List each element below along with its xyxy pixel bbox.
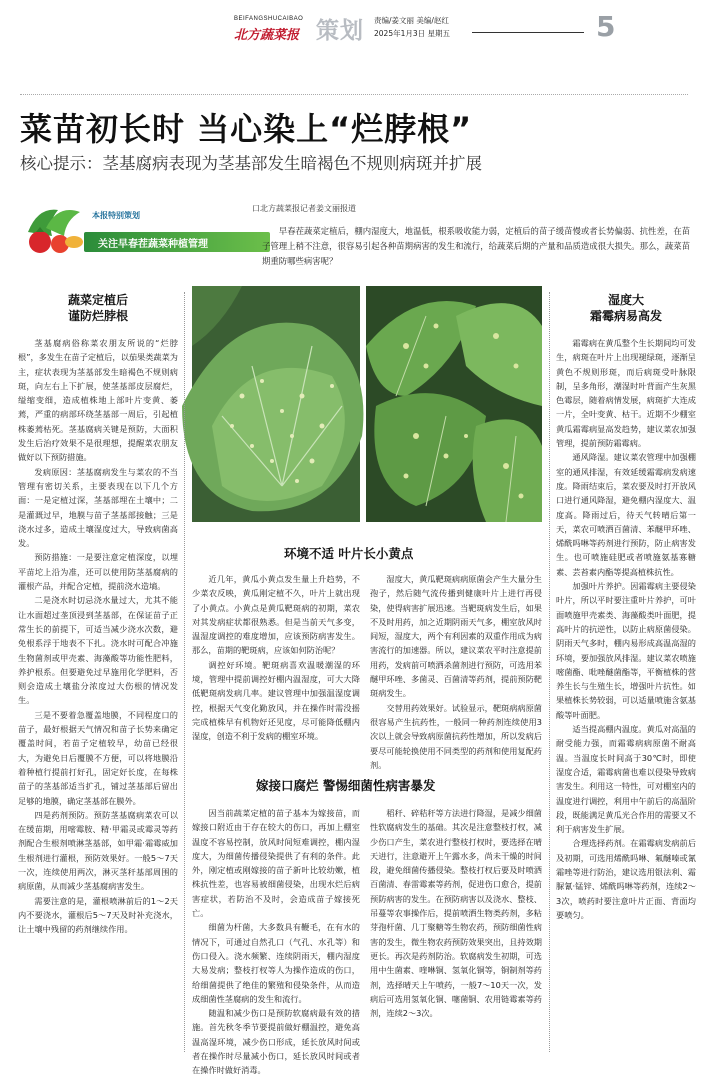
leaf-spot-photo <box>192 286 360 522</box>
heading-line: 谨防烂脖根 <box>67 309 128 323</box>
paragraph: 近几年，黄瓜小黄点发生量上升趋势，不少菜农反映，黄瓜刚定植不久，叶片上就出现了小黄点。小黄点是黄瓜靶斑病的初期，菜农对其发病症状都很熟悉。但是当前天气多变，温湿度调控的难度增加，应该预防病害发生。那么，苗期的靶斑病，应该如何防治呢？ <box>192 574 360 656</box>
byline: 口北方蔬菜报记者姜文丽报道 <box>252 204 356 213</box>
lead-paragraph: 早春茬蔬菜定植后，棚内湿度大，地温低，根系吸收能力弱，定植后的苗子缓苗慢或者长势偏弱、抗性差，在苗子管理上稍不注意，很容易引起各种苗期病害的发生和流行，给蔬菜后期的产量和品质造成很大损失。那么，蔬菜苗期重防哪些病害呢？ <box>262 226 690 266</box>
editor-credit: 责编/姜文丽 美编/赵红 <box>374 16 449 25</box>
paragraph: 因当前蔬菜定植的苗子基本为嫁接苗，而嫁接口附近由于存在较大的伤口，再加上棚室温度不容易控制，放风时间短难调控，棚内湿度大，为细菌传播侵染提供了有利的条件。此外，刚定植或刚嫁接的苗子新叶比较幼嫩，植株抗性差，也容易被细菌侵染，出现水烂后病害症状，若防治不及时，会造成苗子嫁接死亡。 <box>192 808 360 919</box>
middle-column-text <box>370 806 542 1056</box>
section-heading-graft-rot: 嫁接口腐烂 警惕细菌性病害暴发 <box>256 778 436 793</box>
section-name: 策划 <box>316 18 364 44</box>
vegetables-illustration-icon <box>18 202 88 256</box>
paragraph: 湿度大，黄瓜靶斑病病原菌会产生大量分生孢子，然后随气流传播到健康叶片上进行再侵染，使得病害扩展迅速。当靶斑病发生后，如果不及时用药，加之近期阴雨天气多，棚室放风时间短，湿度大，两个有利因素的双重作用成为病害流行的加速器。所以，建议菜农平时注意提前用药，发病前可喷洒杀菌剂进行预防，可选用苯醚甲环唑、多菌灵、百菌清等药剂，提前预防靶斑病发生。 <box>370 574 542 699</box>
left-column-article <box>18 292 178 1054</box>
heading-line: 蔬菜定植后 <box>67 293 128 307</box>
paragraph: 合理选择药剂。在霜霉病发病前后及初期，可选用烯酰吗啉、氟醚嗪或氰霜唑等进行防治，建议选用银法利、霜脲氰·锰锌、烯酰吗啉等药剂，连续2～3次，喷药时要注意叶片正面、背面均要喷匀。 <box>556 838 696 920</box>
feature-banner <box>18 202 248 256</box>
paragraph: 茎基腐病俗称菜农朋友所说的“烂脖根”，多发生在苗子定植后，以茄果类蔬菜为主，症状表现为茎基部发生暗褐色不规则病斑，向左右上下扩展，使茎基部皮层腐烂，缢缩变细，造成植株地上部叶片变黄、萎蔫，严重的病部环绕茎基部一周后，引起植株萎蔫枯死。茎基腐病关键是预防，大面积发生后治疗效果不是很理想，提醒菜农朋友做好以下预防措施。 <box>18 338 178 463</box>
page-number: 5 <box>596 10 616 43</box>
issue-date: 2025年1月3日 星期五 <box>374 29 451 38</box>
newspaper-logo: 北方蔬菜报 <box>234 28 300 43</box>
right-column-article <box>556 292 696 1054</box>
paragraph: 随温和减少伤口是预防软腐病最有效的措施。首先秋冬季节要提前做好棚温控，避免高温高湿环境，减少伤口形成，延长放风时间或者在操作时尽量减小伤口，延长放风时间或者在操作时做好消毒。 <box>192 1008 360 1076</box>
mildew-leaves-photo <box>366 286 542 522</box>
paragraph: 预防措施：一是要注意定植深度，以埋平苗坨上沿为准，还可以使用防茎基腐病的灌根产品，并配合定植，提前浇水造墒。 <box>18 552 178 592</box>
column-rule <box>549 292 550 1052</box>
middle-column-text <box>192 806 360 1076</box>
paragraph: 二是浇水时切忌浇水量过大，尤其不能让水面超过垄顶浸到茎基部，在保证苗子正常生长的前提下，可适当减少浇水次数，避免根系浮于地表不下扎。浇水时可配合冲施生物菌剂或甲壳素、海藻酸等功能性肥料，养护根系。但要避免过早施用化学肥料，否则会造成土壤盐分浓度过大伤根的情况发生。 <box>18 595 178 706</box>
middle-column-text <box>370 572 542 770</box>
paragraph: 需要注意的是，灌根喷淋前后的1～2天内不要浇水，灌根后5～7天及时补充浇水，让土壤中残留的药剂继续作用。 <box>18 895 178 935</box>
masthead-english: BEIFANGSHUCAIBAO <box>234 16 304 22</box>
middle-column-text <box>192 572 360 750</box>
paragraph: 稻秆、碎秸秆等方法进行降湿，是减少细菌性软腐病发生的基础。其次是注意整枝打杈，减少伤口产生，菜农进行整枝打杈时，要选择在晴天进行，注意避开上午露水多，尚未干燥的时间段，避免细菌传播侵染。整枝打杈后要及时喷洒百菌清、春雷霉素等药剂，促进伤口愈合，提前预防病害的发生。在预防病害以及浇水、整枝、吊蔓等农事操作后，提前喷洒生物类药剂，多粘芽孢杆菌、几丁聚糖等生物农药，预防细菌性病害的发生，微生物农药预防效果突出，且持效期更长。再次是药剂防治。软腐病发生初期，可选用中生菌素、喹啉铜、氢氧化铜等，铜制剂等药剂，选择晴天上午喷药，一般7～10天一次，发病后可选用氢氧化铜、噻菌铜、农用链霉素等药剂，连续2～3次。 <box>370 808 542 1019</box>
banner-kicker: 本报特别策划 <box>92 211 140 220</box>
paragraph: 细菌为杆菌，大多数具有鞭毛，在有水的情况下，可通过自然孔口（气孔、水孔等）和伤口侵入。浇水频繁、连续阴雨天，棚内湿度大易发病；整枝打杈等人为操作造成的伤口，给细菌提供了绝佳的繁殖和侵染条件，从而造成细菌性茎腐病的发生和流行。 <box>192 922 360 1004</box>
heading-line: 霜霉病易高发 <box>589 309 662 323</box>
masthead <box>14 10 694 66</box>
heading-line: 湿度大 <box>607 293 644 307</box>
paragraph: 交替用药效果好。试验显示，靶斑病病原菌很容易产生抗药性，一般同一种药剂连续使用3次以上就会导致病原菌抗药性增加，所以发病后要尽可能轮换使用不同类型的药剂和使用复配药剂。 <box>370 702 542 770</box>
column-rule <box>184 292 185 1052</box>
paragraph: 通风降湿。建议菜农管理中加强棚室的通风排湿，有效延缓霜霉病发病速度。降雨结束后，菜农要及时打开放风口进行通风降湿，避免棚内湿度大、温度高。降雨过后，待天气转晴后第一天，菜农可喷洒百菌清、苯醚甲环唑、烯酰吗啉等药剂进行预防，防止病害发生。也可喷施硅肥或者喷施氨基寡糖素、芸苔素内酯等提高植株抗性。 <box>556 452 696 577</box>
paragraph: 适当提高棚内温度。黄瓜对高温的耐受能力强，而霜霉病病原菌不耐高温。当温度长时间高于30℃时，即使湿度合适，霜霉病菌也难以侵染导致病害发生。利用这一特性，可对棚室内的温度进行调控，利用中午前后的高温阶段，既能满足黄瓜光合作用的需要又不利于病害发生扩展。 <box>556 724 696 835</box>
section-heading-stem-rot <box>18 292 178 324</box>
paragraph: 四是药剂预防。预防茎基腐病菜农可以在缓苗期，用嘧霉胺、精·甲霜灵或霉灵等药剂配合生根剂喷淋茎基部，如甲霜·霜霉威加生根剂进行灌根，预防效果好。一般5～7天一次，连续使用两次，淋灭茎秆基部周围的病原菌，从而减少茎基腐病害发生。 <box>18 809 178 892</box>
banner-title: 关注早春茬蔬菜种植管理 <box>98 239 208 250</box>
masthead-meta <box>374 14 450 40</box>
subheadline: 核心提示：茎基腐病表现为茎基部发生暗褐色不规则病斑并扩展 <box>20 154 482 173</box>
paragraph: 调控好环境。靶斑病喜欢温暖潮湿的环境，管理中提前调控好棚内温湿度，可大大降低靶斑病发病几率。建议管理中加强温湿度调控，根据天气变化勤放风，并在操作时需没摇完成植株早有机物好还见度，尽可能降低棚内湿度，创造不利于发病的棚室环境。 <box>192 659 360 742</box>
paragraph: 霜霉病在黄瓜整个生长期间均可发生，病斑在叶片上出现褪绿斑，逐渐呈黄色不规则形斑，而后病斑受叶脉限制，呈多角形，潮湿时叶背面产生灰黑色霉层，随着病情发展，病斑扩大连成一片，全叶变黄、枯干。近期不少棚室黄瓜霜霉病显高发趋势，建议菜农加强管理，提前预防霜霉病。 <box>556 338 696 449</box>
section-heading-yellow-spots: 环境不适 叶片长小黄点 <box>284 546 414 561</box>
headline: 菜苗初长时 当心染上“烂脖根” <box>20 110 473 148</box>
paragraph: 发病原因：茎基腐病发生与菜农的不当管理有密切关系，主要表现在以下几个方面：一是定植过深，茎基部埋在土壤中；二是灌溉过早，地膜与苗子茎基部接触；三是浇水过多，造成土壤湿度过大，导致病菌高发。 <box>18 466 178 549</box>
section-heading-downy-mildew <box>556 292 696 324</box>
divider <box>20 94 688 95</box>
paragraph: 加强叶片养护。因霜霉病主要侵染叶片，所以平时要注重叶片养护，可叶面喷施甲壳素类、海藻酸类叶面肥，提高叶片的抗逆性，以防止病原菌侵染。阴雨天气多时，棚内易形成高温高湿的环境，要加强放风排湿。建议菜农喷施嘧菌酯、吡唑醚菌酯等，平衡植株的营养生长与生殖生长，增强叶片抗性。如果植株长势较弱，可以适量喷施含氨基酸等叶面肥。 <box>556 581 696 720</box>
masthead-rule <box>472 32 584 33</box>
paragraph: 三是不要着急覆盖地膜，不同程度口的苗子，最好根据天气情况和苗子长势来确定覆盖时间，若苗子定植较早，幼苗已经很大，为避免日后覆膜不方便，可以将地膜沿着种植行提前打好孔，固定好长度，在每株苗子的茎基部适当扩孔，铺过茎基部后留出足够的地膜，确定茎基部在膜外。 <box>18 709 178 806</box>
